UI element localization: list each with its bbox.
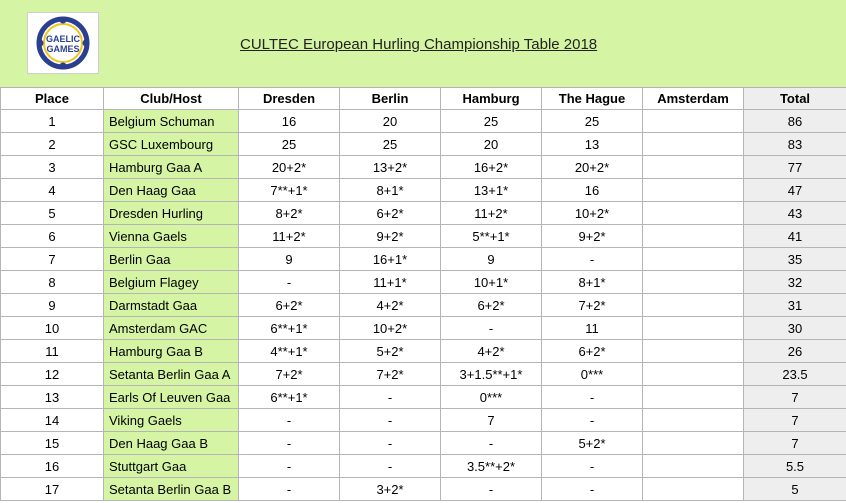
cell-amsterdam[interactable] bbox=[643, 248, 744, 271]
header-row bbox=[1, 88, 846, 110]
cell-berlin[interactable]: 11+1* bbox=[340, 271, 441, 294]
cell-place[interactable]: 11 bbox=[1, 340, 104, 363]
cell-club[interactable]: GSC Luxembourg bbox=[104, 133, 239, 156]
cell-dresden[interactable]: 7+2* bbox=[239, 363, 340, 386]
cell-club[interactable]: Belgium Schuman bbox=[104, 110, 239, 133]
header-berlin[interactable]: Berlin bbox=[340, 88, 441, 110]
cell-place[interactable]: 8 bbox=[1, 271, 104, 294]
cell-hamburg[interactable]: 9 bbox=[441, 248, 542, 271]
cell-dresden[interactable]: 11+2* bbox=[239, 225, 340, 248]
cell-club[interactable]: Amsterdam GAC bbox=[104, 317, 239, 340]
cell-club[interactable]: Belgium Flagey bbox=[104, 271, 239, 294]
cell-club[interactable]: Den Haag Gaa B bbox=[104, 432, 239, 455]
cell-hamburg[interactable]: 0*** bbox=[441, 386, 542, 409]
cell-place[interactable]: 15 bbox=[1, 432, 104, 455]
logo-text-top: GAELIC bbox=[45, 34, 81, 44]
cell-berlin[interactable]: 8+1* bbox=[340, 179, 441, 202]
cell-total[interactable]: 7 bbox=[744, 409, 846, 432]
cell-berlin[interactable]: 6+2* bbox=[340, 202, 441, 225]
cell-hamburg[interactable]: - bbox=[441, 317, 542, 340]
cell-berlin[interactable]: 16+1* bbox=[340, 248, 441, 271]
cell-club[interactable]: Viking Gaels bbox=[104, 409, 239, 432]
header-hamburg[interactable]: Hamburg bbox=[441, 88, 542, 110]
cell-berlin[interactable]: 13+2* bbox=[340, 156, 441, 179]
cell-place[interactable]: 2 bbox=[1, 133, 104, 156]
cell-total[interactable]: 47 bbox=[744, 179, 846, 202]
cell-the-hague[interactable]: - bbox=[542, 386, 643, 409]
cell-amsterdam[interactable] bbox=[643, 202, 744, 225]
cell-the-hague[interactable]: - bbox=[542, 455, 643, 478]
cell-place[interactable]: 3 bbox=[1, 156, 104, 179]
cell-amsterdam[interactable] bbox=[643, 409, 744, 432]
cell-dresden[interactable]: - bbox=[239, 271, 340, 294]
cell-place[interactable]: 5 bbox=[1, 202, 104, 225]
table-row bbox=[1, 156, 846, 179]
cell-place[interactable]: 4 bbox=[1, 179, 104, 202]
table-row bbox=[1, 317, 846, 340]
cell-berlin[interactable]: 5+2* bbox=[340, 340, 441, 363]
cell-the-hague[interactable]: - bbox=[542, 248, 643, 271]
cell-the-hague[interactable]: 9+2* bbox=[542, 225, 643, 248]
table-row bbox=[1, 478, 846, 501]
cell-amsterdam[interactable] bbox=[643, 478, 744, 501]
header-banner bbox=[0, 0, 846, 88]
cell-the-hague[interactable]: 16 bbox=[542, 179, 643, 202]
cell-the-hague[interactable]: 11 bbox=[542, 317, 643, 340]
cell-amsterdam[interactable] bbox=[643, 271, 744, 294]
cell-dresden[interactable]: 6**+1* bbox=[239, 317, 340, 340]
cell-total[interactable]: 86 bbox=[744, 110, 846, 133]
cell-club[interactable]: Vienna Gaels bbox=[104, 225, 239, 248]
table-row bbox=[1, 179, 846, 202]
cell-hamburg[interactable]: 5**+1* bbox=[441, 225, 542, 248]
cell-berlin[interactable]: 25 bbox=[340, 133, 441, 156]
cell-the-hague[interactable]: - bbox=[542, 409, 643, 432]
cell-club[interactable]: Hamburg Gaa A bbox=[104, 156, 239, 179]
cell-club[interactable]: Dresden Hurling bbox=[104, 202, 239, 225]
cell-berlin[interactable]: 9+2* bbox=[340, 225, 441, 248]
cell-berlin[interactable]: 4+2* bbox=[340, 294, 441, 317]
cell-total[interactable]: 26 bbox=[744, 340, 846, 363]
header-dresden[interactable]: Dresden bbox=[239, 88, 340, 110]
cell-hamburg[interactable]: 16+2* bbox=[441, 156, 542, 179]
cell-the-hague[interactable]: - bbox=[542, 478, 643, 501]
cell-place[interactable]: 7 bbox=[1, 248, 104, 271]
table-row bbox=[1, 202, 846, 225]
cell-club[interactable]: Darmstadt Gaa bbox=[104, 294, 239, 317]
cell-total[interactable]: 31 bbox=[744, 294, 846, 317]
cell-total[interactable]: 83 bbox=[744, 133, 846, 156]
cell-amsterdam[interactable] bbox=[643, 386, 744, 409]
page-title: CULTEC European Hurling Championship Table 2018 bbox=[240, 36, 598, 53]
header-total[interactable]: Total bbox=[744, 88, 846, 110]
cell-total[interactable]: 77 bbox=[744, 156, 846, 179]
cell-berlin[interactable]: 10+2* bbox=[340, 317, 441, 340]
table-row bbox=[1, 110, 846, 133]
cell-the-hague[interactable]: 7+2* bbox=[542, 294, 643, 317]
cell-club[interactable]: Stuttgart Gaa bbox=[104, 455, 239, 478]
cell-dresden[interactable]: 7**+1* bbox=[239, 179, 340, 202]
cell-amsterdam[interactable] bbox=[643, 363, 744, 386]
cell-the-hague[interactable]: 5+2* bbox=[542, 432, 643, 455]
cell-total[interactable]: 41 bbox=[744, 225, 846, 248]
cell-amsterdam[interactable] bbox=[643, 294, 744, 317]
cell-club[interactable]: Earls Of Leuven Gaa bbox=[104, 386, 239, 409]
cell-total[interactable]: 30 bbox=[744, 317, 846, 340]
cell-berlin[interactable]: 7+2* bbox=[340, 363, 441, 386]
header-amsterdam[interactable]: Amsterdam bbox=[643, 88, 744, 110]
table-row bbox=[1, 432, 846, 455]
cell-berlin[interactable]: - bbox=[340, 409, 441, 432]
cell-club[interactable]: Setanta Berlin Gaa B bbox=[104, 478, 239, 501]
cell-amsterdam[interactable] bbox=[643, 179, 744, 202]
cell-hamburg[interactable]: 20 bbox=[441, 133, 542, 156]
cell-hamburg[interactable]: - bbox=[441, 478, 542, 501]
cell-dresden[interactable]: 20+2* bbox=[239, 156, 340, 179]
cell-dresden[interactable]: - bbox=[239, 432, 340, 455]
cell-total[interactable]: 23.5 bbox=[744, 363, 846, 386]
cell-dresden[interactable]: 25 bbox=[239, 133, 340, 156]
cell-total[interactable]: 32 bbox=[744, 271, 846, 294]
cell-total[interactable]: 5 bbox=[744, 478, 846, 501]
header-the-hague[interactable]: The Hague bbox=[542, 88, 643, 110]
cell-the-hague[interactable]: 13 bbox=[542, 133, 643, 156]
cell-berlin[interactable]: 20 bbox=[340, 110, 441, 133]
cell-the-hague[interactable]: 25 bbox=[542, 110, 643, 133]
cell-amsterdam[interactable] bbox=[643, 156, 744, 179]
cell-place[interactable]: 13 bbox=[1, 386, 104, 409]
cell-dresden[interactable]: - bbox=[239, 455, 340, 478]
cell-total[interactable]: 5.5 bbox=[744, 455, 846, 478]
table-row bbox=[1, 363, 846, 386]
cell-hamburg[interactable]: 4+2* bbox=[441, 340, 542, 363]
cell-hamburg[interactable]: 6+2* bbox=[441, 294, 542, 317]
cell-hamburg[interactable]: 3.5**+2* bbox=[441, 455, 542, 478]
table-row bbox=[1, 133, 846, 156]
header-club[interactable]: Club/Host bbox=[104, 88, 239, 110]
cell-total[interactable]: 7 bbox=[744, 432, 846, 455]
championship-table bbox=[0, 87, 846, 501]
cell-amsterdam[interactable] bbox=[643, 340, 744, 363]
table-row bbox=[1, 409, 846, 432]
cell-dresden[interactable]: 4**+1* bbox=[239, 340, 340, 363]
table-row bbox=[1, 386, 846, 409]
cell-dresden[interactable]: - bbox=[239, 478, 340, 501]
cell-dresden[interactable]: 16 bbox=[239, 110, 340, 133]
cell-place[interactable]: 17 bbox=[1, 478, 104, 501]
cell-the-hague[interactable]: 20+2* bbox=[542, 156, 643, 179]
gaelic-games-logo-icon bbox=[32, 15, 94, 71]
table-row bbox=[1, 248, 846, 271]
cell-berlin[interactable]: - bbox=[340, 386, 441, 409]
gaelic-games-logo bbox=[27, 12, 99, 74]
cell-place[interactable]: 6 bbox=[1, 225, 104, 248]
table-row bbox=[1, 271, 846, 294]
cell-total[interactable]: 7 bbox=[744, 386, 846, 409]
cell-amsterdam[interactable] bbox=[643, 225, 744, 248]
cell-total[interactable]: 35 bbox=[744, 248, 846, 271]
cell-hamburg[interactable]: 13+1* bbox=[441, 179, 542, 202]
cell-place[interactable]: 10 bbox=[1, 317, 104, 340]
cell-place[interactable]: 12 bbox=[1, 363, 104, 386]
cell-club[interactable]: Setanta Berlin Gaa A bbox=[104, 363, 239, 386]
cell-amsterdam[interactable] bbox=[643, 110, 744, 133]
cell-hamburg[interactable]: 25 bbox=[441, 110, 542, 133]
cell-club[interactable]: Hamburg Gaa B bbox=[104, 340, 239, 363]
cell-the-hague[interactable]: 8+1* bbox=[542, 271, 643, 294]
cell-place[interactable]: 16 bbox=[1, 455, 104, 478]
table-row bbox=[1, 340, 846, 363]
logo-text-bottom: GAMES bbox=[46, 44, 80, 54]
table-row bbox=[1, 225, 846, 248]
cell-hamburg[interactable]: - bbox=[441, 432, 542, 455]
cell-the-hague[interactable]: 0*** bbox=[542, 363, 643, 386]
cell-dresden[interactable]: 6**+1* bbox=[239, 386, 340, 409]
cell-hamburg[interactable]: 3+1.5**+1* bbox=[441, 363, 542, 386]
cell-place[interactable]: 14 bbox=[1, 409, 104, 432]
cell-place[interactable]: 1 bbox=[1, 110, 104, 133]
table-row bbox=[1, 294, 846, 317]
cell-the-hague[interactable]: 6+2* bbox=[542, 340, 643, 363]
cell-hamburg[interactable]: 10+1* bbox=[441, 271, 542, 294]
cell-place[interactable]: 9 bbox=[1, 294, 104, 317]
cell-hamburg[interactable]: 7 bbox=[441, 409, 542, 432]
cell-club[interactable]: Berlin Gaa bbox=[104, 248, 239, 271]
cell-the-hague[interactable]: 10+2* bbox=[542, 202, 643, 225]
table-row bbox=[1, 455, 846, 478]
cell-club[interactable]: Den Haag Gaa bbox=[104, 179, 239, 202]
table-body bbox=[1, 110, 846, 501]
cell-total[interactable]: 43 bbox=[744, 202, 846, 225]
cell-berlin[interactable]: 3+2* bbox=[340, 478, 441, 501]
cell-dresden[interactable]: 8+2* bbox=[239, 202, 340, 225]
cell-amsterdam[interactable] bbox=[643, 455, 744, 478]
header-place[interactable]: Place bbox=[1, 88, 104, 110]
cell-hamburg[interactable]: 11+2* bbox=[441, 202, 542, 225]
cell-amsterdam[interactable] bbox=[643, 133, 744, 156]
cell-dresden[interactable]: 9 bbox=[239, 248, 340, 271]
cell-berlin[interactable]: - bbox=[340, 455, 441, 478]
cell-berlin[interactable]: - bbox=[340, 432, 441, 455]
cell-dresden[interactable]: - bbox=[239, 409, 340, 432]
cell-amsterdam[interactable] bbox=[643, 317, 744, 340]
cell-amsterdam[interactable] bbox=[643, 432, 744, 455]
cell-dresden[interactable]: 6+2* bbox=[239, 294, 340, 317]
